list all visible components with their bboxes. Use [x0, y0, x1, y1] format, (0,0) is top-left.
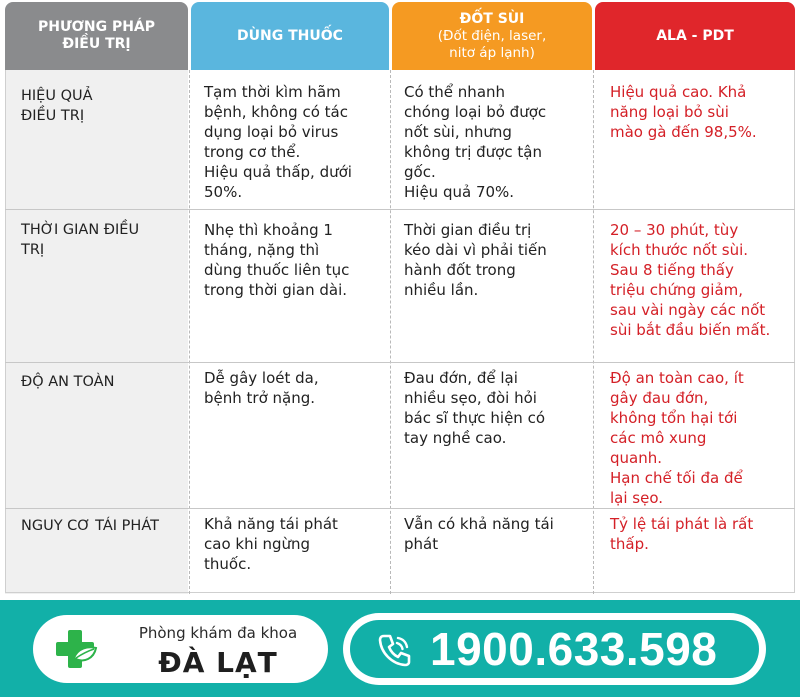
- text-line: Đau đớn, để lại: [404, 369, 518, 387]
- text-line: 20 – 30 phút, tùy: [610, 221, 739, 239]
- row-divider: [5, 508, 795, 509]
- text-line: Nhẹ thì khoảng 1: [204, 221, 333, 239]
- text-line: Tạm thời kìm hãm: [204, 83, 341, 101]
- column-divider: [593, 70, 594, 594]
- cell-drug-effectiveness: [204, 82, 374, 202]
- text-line: bệnh, không có tác: [204, 103, 348, 121]
- text-line: Vẫn có khả năng tái: [404, 515, 554, 533]
- cell-burn-safety: [404, 368, 574, 448]
- text-line: dùng thuốc liên tục: [204, 261, 350, 279]
- cell-burn-effectiveness: [404, 82, 574, 202]
- cell-drug-safety: [204, 368, 374, 408]
- header-method: [5, 2, 188, 70]
- text-line: không trị được tận: [404, 143, 542, 161]
- text-line: không tổn hại tới: [610, 409, 738, 427]
- text-line: trong cơ thể.: [204, 143, 301, 161]
- text-line: Hiệu quả 70%.: [404, 183, 515, 201]
- row-divider: [5, 362, 795, 363]
- row-label-effectiveness: [21, 86, 181, 126]
- row-label-duration: [21, 220, 181, 260]
- text-line: cao khi ngừng: [204, 535, 311, 553]
- text-line: 50%.: [204, 183, 243, 201]
- header-drug: [191, 2, 389, 70]
- text-line: thuốc.: [204, 555, 252, 573]
- clinic-name-line2: ĐÀ LẠT: [158, 646, 278, 679]
- text-line: sau vài ngày các nốt: [610, 301, 766, 319]
- text-line: sùi bắt đầu biến mất.: [610, 321, 771, 339]
- text-line: nhiều sẹo, đòi hỏi: [404, 389, 537, 407]
- text-line: quanh.: [610, 449, 663, 467]
- header-ala-label: ALA - PDT: [656, 27, 734, 44]
- text-line: ĐỘ AN TOÀN: [21, 374, 115, 390]
- row-divider: [5, 209, 795, 210]
- cell-burn-duration: [404, 220, 574, 300]
- text-line: NGUY CƠ TÁI PHÁT: [21, 518, 159, 534]
- text-line: kích thước nốt sùi.: [610, 241, 749, 259]
- cell-burn-recurrence: [404, 514, 574, 554]
- cell-ala-duration: [610, 220, 788, 340]
- header-burn-sub: nitơ áp lạnh): [449, 44, 535, 61]
- text-line: Dễ gây loét da,: [204, 369, 319, 387]
- text-line: tháng, nặng thì: [204, 241, 320, 259]
- text-line: Hiệu quả cao. Khả: [610, 83, 747, 101]
- text-line: năng loại bỏ sùi: [610, 103, 729, 121]
- text-line: Hạn chế tối đa để: [610, 469, 743, 487]
- text-line: TRỊ: [21, 242, 45, 258]
- medical-cross-leaf-icon: [54, 628, 98, 672]
- text-line: dụng loại bỏ virus: [204, 123, 339, 141]
- text-line: nhiều lần.: [404, 281, 479, 299]
- text-line: gốc.: [404, 163, 436, 181]
- cell-drug-recurrence: [204, 514, 374, 574]
- text-line: Khả năng tái phát: [204, 515, 338, 533]
- text-line: mào gà đến 98,5%.: [610, 123, 757, 141]
- cell-ala-safety: [610, 368, 788, 508]
- phone-icon: [375, 630, 415, 670]
- text-line: thấp.: [610, 535, 649, 553]
- text-line: kéo dài vì phải tiến: [404, 241, 547, 259]
- header-drug-label: DÙNG THUỐC: [237, 27, 343, 44]
- text-line: bệnh trở nặng.: [204, 389, 316, 407]
- cell-ala-recurrence: [610, 514, 788, 554]
- cell-drug-duration: [204, 220, 374, 300]
- text-line: gây đau đớn,: [610, 389, 709, 407]
- text-line: tay nghề cao.: [404, 429, 507, 447]
- header-ala: [595, 2, 795, 70]
- header-method-line: ĐIỀU TRỊ: [62, 36, 131, 52]
- text-line: triệu chứng giảm,: [610, 281, 744, 299]
- column-divider: [189, 70, 190, 594]
- text-line: Độ an toàn cao, ít: [610, 369, 744, 387]
- header-burn: [392, 2, 592, 70]
- column-divider: [390, 70, 391, 594]
- text-line: lại sẹo.: [610, 489, 664, 507]
- text-line: bác sĩ thực hiện có: [404, 409, 545, 427]
- text-line: Hiệu quả thấp, dưới: [204, 163, 352, 181]
- text-line: nốt sùi, nhưng: [404, 123, 512, 141]
- text-line: Có thể nhanh: [404, 83, 506, 101]
- header-method-line: PHƯƠNG PHÁP: [37, 19, 156, 35]
- header-burn-label: ĐỐT SÙI: [459, 10, 525, 27]
- row-label-safety: [21, 372, 181, 392]
- text-line: THỜI GIAN ĐIỀU: [21, 222, 140, 238]
- header-burn-sub: (Đốt điện, laser,: [437, 27, 547, 44]
- text-line: Tỷ lệ tái phát là rất: [610, 515, 754, 533]
- text-line: các mô xung: [610, 429, 707, 447]
- hotline-number[interactable]: 1900.633.598: [430, 623, 718, 675]
- cell-ala-effectiveness: [610, 82, 788, 142]
- clinic-name-line1: Phòng khám đa khoa: [138, 624, 298, 642]
- text-line: phát: [404, 535, 439, 553]
- text-line: HIỆU QUẢ: [21, 88, 93, 104]
- text-line: chóng loại bỏ được: [404, 103, 547, 121]
- text-line: hành đốt trong: [404, 261, 516, 279]
- text-line: trong thời gian dài.: [204, 281, 347, 299]
- row-label-recurrence: [21, 516, 181, 536]
- comparison-table: [5, 2, 795, 594]
- text-line: Sau 8 tiếng thấy: [610, 261, 734, 279]
- text-line: Thời gian điều trị: [404, 221, 532, 239]
- text-line: ĐIỀU TRỊ: [21, 108, 85, 124]
